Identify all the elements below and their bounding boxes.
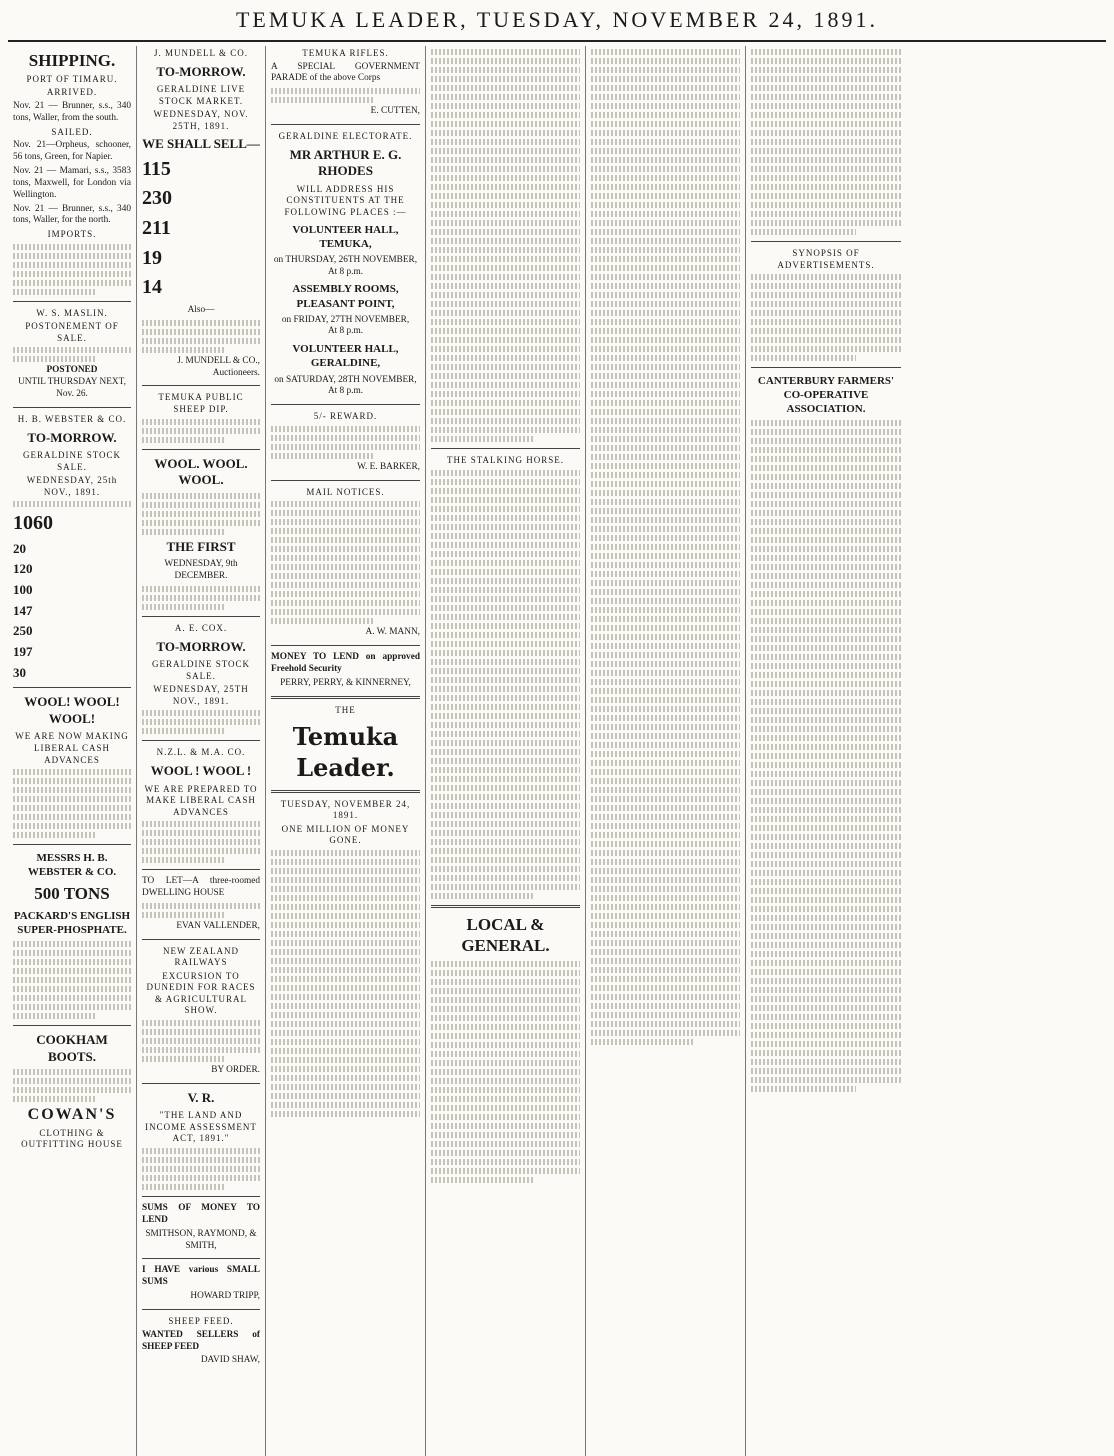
cash-advances-heading: WE ARE NOW MAKING LIBERAL CASH ADVANCES (15, 731, 129, 765)
lot-number: 14 (142, 276, 162, 299)
sums-notice: SUMS OF MONEY TO LEND (142, 1202, 260, 1225)
excursion-heading: EXCURSION TO DUNEDIN FOR RACES & AGRICULTURAL SHOW. (146, 970, 256, 1016)
venue-date: on SATURDAY, 28TH NOVEMBER, (274, 374, 417, 385)
paper-nameplate: Temuka Leader. (292, 722, 399, 783)
local-general-heading: LOCAL & GENERAL. (461, 914, 550, 956)
venue-heading: VOLUNTEER HALL, GERALDINE, (292, 343, 399, 370)
wool-heading: WOOL! WOOL! WOOL! (24, 694, 120, 726)
stock-sale-heading: GERALDINE STOCK SALE. (151, 659, 251, 681)
money-notice: MONEY TO LEND on approved Freehold Security (271, 652, 420, 675)
venue-time: At 8 p.m. (327, 326, 364, 337)
column-5 (586, 46, 746, 1456)
market-date: WEDNESDAY, NOV. 25TH, 1891. (153, 109, 249, 131)
small-sums-notice: I HAVE various SMALL SUMS (142, 1265, 260, 1288)
port-heading: PORT OF TIMARU. (26, 73, 118, 84)
newspaper-title: TEMUKA LEADER, TUESDAY, NOVEMBER 24, 1891. (235, 7, 878, 32)
vr-heading: V. R. (187, 1089, 215, 1105)
lot-number: 100 (13, 582, 33, 598)
clothing-heading: CLOTHING & OUTFITTING HOUSE (21, 1127, 123, 1150)
cutten-sign: E. CUTTEN, (370, 106, 420, 117)
editorial-heading: ONE MILLION OF MONEY GONE. (281, 823, 410, 846)
smithson-sign: SMITHSON, RAYMOND, & SMITH, (145, 1228, 257, 1251)
shipping-heading: SHIPPING. (28, 51, 116, 70)
rhodes-heading: MR ARTHUR E. G. RHODES (289, 146, 402, 179)
lot-number: 230 (142, 187, 172, 210)
lot-number: 120 (13, 561, 33, 577)
electorate-heading: GERALDINE ELECTORATE. (278, 131, 413, 142)
tons-heading: 500 TONS (34, 884, 110, 904)
cowans-heading: COWAN'S (27, 1106, 117, 1124)
address-notice: WILL ADDRESS HIS CONSTITUENTS AT THE FOLLOWING PLACES :— (284, 183, 407, 217)
lot-number: 1060 (13, 512, 53, 535)
tomorrow-heading: TO-MORROW. (156, 63, 246, 79)
mail-heading: MAIL NOTICES. (306, 486, 385, 497)
sailing-entry: Nov. 21 — Brunner, s.s., 340 tons, Waller, for the north. (13, 203, 131, 226)
maslin-heading: W. S. MASLIN. (36, 307, 108, 318)
messrs-heading: MESSRS H. B. WEBSTER & CO. (27, 852, 117, 879)
lot-number: 197 (13, 643, 33, 659)
sale-date: WEDNESDAY, 25TH NOV., 1891. (153, 684, 249, 706)
first-heading: THE FIRST (166, 538, 236, 554)
advances-heading: WE ARE PREPARED TO MAKE LIBERAL CASH ADVANCES (144, 783, 258, 817)
perry-sign: PERRY, PERRY, & KINNERNEY, (280, 677, 411, 688)
sheep-feed-heading: SHEEP FEED. (168, 1316, 234, 1327)
imports-label: IMPORTS. (47, 229, 97, 240)
rifles-heading: TEMUKA RIFLES. (302, 48, 389, 58)
the-label: THE (335, 704, 356, 715)
cox-heading: A. E. COX. (174, 623, 228, 634)
lot-number: 19 (142, 246, 162, 269)
tomorrow-heading: TO-MORROW. (156, 638, 246, 654)
sale-date: WEDNESDAY, 9th DECEMBER. (164, 559, 238, 582)
reward-heading: 5/- REWARD. (313, 411, 378, 422)
nzl-heading: N.Z.L. & M.A. CO. (156, 747, 246, 758)
until-date: UNTIL THURSDAY NEXT, Nov. 26. (18, 377, 126, 400)
by-order: BY ORDER. (211, 1064, 260, 1075)
vallender-sign: EVAN VALLENDER, (176, 920, 260, 931)
tripp-sign: HOWARD TRIPP, (190, 1291, 260, 1302)
phosphate-heading: PACKARD'S ENGLISH SUPER-PHOSPHATE. (13, 909, 131, 936)
column-2 (137, 46, 266, 1456)
wool-heading: WOOL. WOOL. WOOL. (154, 455, 248, 488)
sailing-entry: Nov. 21 — Mamari, s.s., 3583 tons, Maxwell, for London via Wellington. (13, 165, 131, 200)
venue-date: on FRIDAY, 27TH NOVEMBER, (281, 314, 410, 325)
editorial-date: TUESDAY, NOVEMBER 24, 1891. (280, 798, 411, 821)
lot-number: 211 (142, 217, 171, 240)
venue-heading: ASSEMBLY ROOMS, PLEASANT POINT, (292, 283, 399, 310)
venue-time: At 8 p.m. (327, 386, 364, 397)
to-let-notice: TO LET—A three-roomed DWELLING HOUSE (142, 876, 260, 898)
shaw-sign: DAVID SHAW, (200, 1355, 260, 1366)
column-3 (266, 46, 426, 1456)
column-4 (426, 46, 586, 1456)
venue-time: At 8 p.m. (327, 266, 364, 277)
cooperative-heading: CANTERBURY FARMERS' CO-OPERATIVE ASSOCIATION. (757, 375, 895, 416)
postonement-heading: POSTONEMENT OF SALE. (25, 321, 119, 343)
lot-number: 20 (13, 540, 26, 556)
railways-heading: NEW ZEALAND RAILWAYS (162, 945, 240, 968)
column-6 (746, 46, 906, 1456)
mundell-heading: J. MUNDELL & CO. (154, 48, 248, 58)
synopsis-heading: SYNOPSIS OF ADVERTISEMENTS. (777, 248, 875, 270)
lot-number: 147 (13, 602, 33, 618)
stock-sale-heading: GERALDINE STOCK SALE. (22, 450, 122, 472)
webster-heading: H. B. WEBSTER & CO. (17, 414, 127, 425)
arrived-label: ARRIVED. (46, 87, 98, 98)
wanted-notice: WANTED SELLERS of SHEEP FEED (142, 1329, 260, 1352)
lot-number: 250 (13, 623, 33, 639)
stalking-heading: THE STALKING HORSE. (446, 455, 565, 465)
mann-sign: A. W. MANN, (365, 627, 420, 638)
auctioneers-sign: J. MUNDELL & CO., Auctioneers. (177, 355, 260, 378)
also-label: Also— (187, 304, 215, 315)
wool-heading: WOOL ! WOOL ! (150, 762, 252, 778)
arrival-entry: Nov. 21 — Brunner, s.s., 340 tons, Waller, from the south. (13, 100, 131, 123)
lot-number: 30 (13, 664, 26, 680)
sailed-label: SAILED. (51, 126, 93, 137)
barker-sign: W. E. BARKER, (357, 461, 420, 472)
venue-heading: VOLUNTEER HALL, TEMUKA, (292, 223, 399, 250)
cookham-heading: COOKHAM BOOTS. (36, 1032, 108, 1064)
columns (8, 46, 1106, 1456)
market-heading: GERALDINE LIVE STOCK MARKET. (156, 84, 246, 106)
sheep-dip-heading: TEMUKA PUBLIC SHEEP DIP. (158, 392, 244, 414)
lot-number: 115 (142, 157, 171, 180)
masthead (8, 0, 1106, 42)
sale-date: WEDNESDAY, 25th NOV., 1891. (26, 475, 118, 497)
column-1 (8, 46, 137, 1456)
land-tax-heading: "THE LAND AND INCOME ASSESSMENT ACT, 1891." (145, 1110, 257, 1144)
venue-date: on THURSDAY, 26TH NOVEMBER, (273, 254, 418, 265)
sailing-entry: Nov. 21—Orpheus, schooner, 56 tons, Green, for Napier. (13, 140, 131, 162)
postoned-label: POSTONED (46, 365, 98, 376)
parade-notice: A SPECIAL GOVERNMENT PARADE of the above Corps (271, 61, 420, 84)
sell-heading: WE SHALL SELL— (142, 136, 260, 152)
tomorrow-heading: TO-MORROW. (27, 429, 117, 445)
